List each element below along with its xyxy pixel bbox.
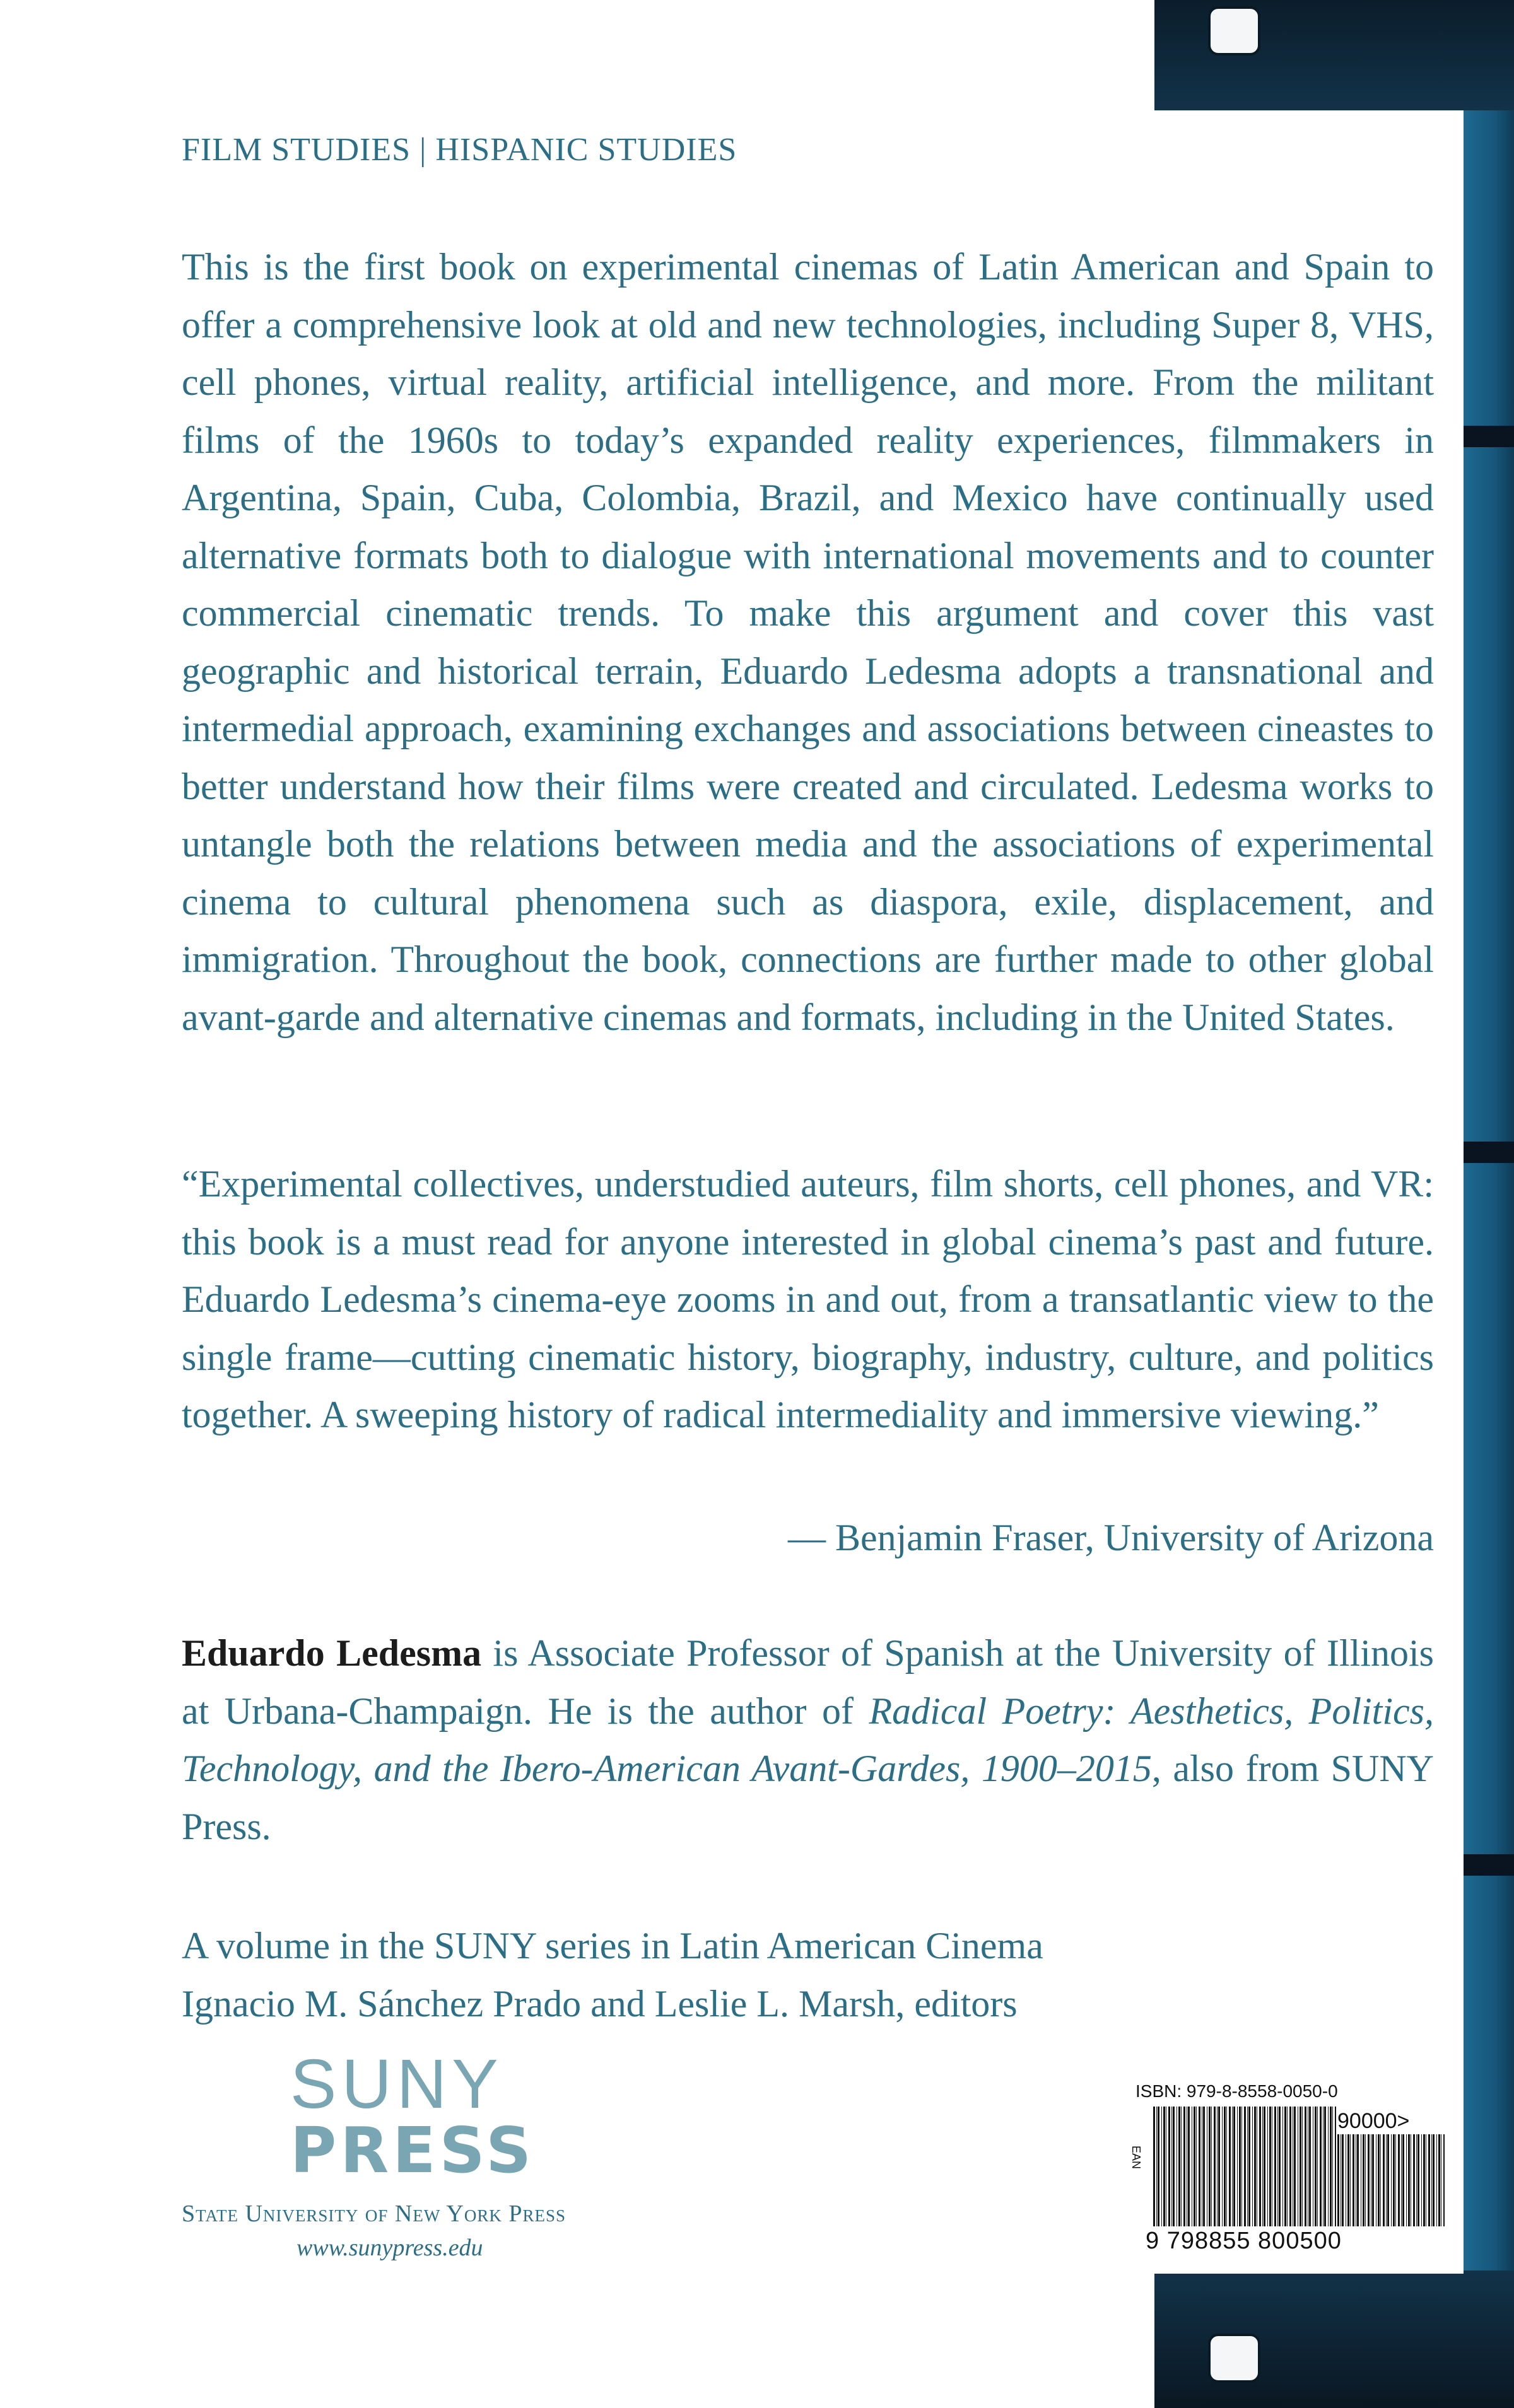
barcode-bar	[1342, 2134, 1344, 2226]
barcode-bar	[1363, 2134, 1364, 2226]
barcode-bar	[1398, 2134, 1400, 2226]
barcode-bar	[1269, 2107, 1271, 2226]
barcode-bar	[1386, 2134, 1387, 2226]
author-previous-book-title: Radical Poetry: Aesthetics, Politics, Technology, and the Ibero-American Avant-Gardes, 1900–2015	[182, 1690, 1434, 1789]
barcode-bar	[1199, 2107, 1200, 2226]
barcode-bar	[1247, 2107, 1248, 2226]
barcode-bar	[1438, 2134, 1440, 2226]
barcode-bar	[1171, 2107, 1172, 2226]
barcode-bar	[1178, 2107, 1180, 2226]
barcode-bar	[1262, 2107, 1263, 2226]
barcode-bar	[1413, 2134, 1415, 2226]
barcode-bar	[1357, 2134, 1359, 2226]
barcode-bar	[1163, 2107, 1165, 2226]
barcode-bar	[1402, 2134, 1404, 2226]
barcode-bar	[1194, 2107, 1195, 2226]
barcode-bar	[1196, 2107, 1197, 2226]
barcode-bar	[1353, 2134, 1354, 2226]
barcode-bar	[1244, 2107, 1246, 2226]
barcode-bar	[1330, 2107, 1332, 2226]
series-info	[182, 1917, 1043, 2033]
barcode-bar	[1203, 2107, 1205, 2226]
suny-press-logo-press: PRESS	[290, 2113, 536, 2187]
film-perforation	[1208, 6, 1260, 56]
endorsement-quote: “Experimental collectives, understudied auteurs, film shorts, cell phones, and VR: this book is a must read for anyone interested in global cinema’s past and future. Eduardo Ledesma’s cinema-eye zooms in and out, from a transatlantic view to the single frame—cutting cinematic history, biography, industry, culture, and politics together. A sweeping history of radical intermediality and immersive viewing.”	[182, 1163, 1434, 1435]
author-name: Eduardo Ledesma	[182, 1632, 482, 1674]
author-bio	[182, 1625, 1434, 1856]
barcode-bar	[1153, 2107, 1155, 2226]
barcode-bar	[1401, 2134, 1402, 2226]
barcode-bar	[1181, 2107, 1182, 2226]
barcode-bar	[1226, 2107, 1227, 2226]
barcode-bar	[1431, 2134, 1432, 2226]
barcode-bar	[1284, 2107, 1286, 2226]
barcode-bar	[1294, 2107, 1296, 2226]
barcode-bar	[1337, 2134, 1339, 2226]
suny-press-logo-suny: SUNY	[290, 2045, 503, 2123]
barcode-bar	[1372, 2134, 1374, 2226]
barcode-bar	[1309, 2107, 1311, 2226]
barcode-bar	[1380, 2134, 1381, 2226]
barcode-bar	[1274, 2107, 1276, 2226]
barcode-bar	[1423, 2134, 1425, 2226]
series-line: A volume in the SUNY series in Latin American Cinema	[182, 1925, 1043, 1967]
series-editors: Ignacio M. Sánchez Prado and Leslie L. Marsh, editors	[182, 1982, 1018, 2025]
barcode-bar	[1267, 2107, 1268, 2226]
barcode-bar	[1428, 2134, 1430, 2226]
barcode-bars	[1153, 2107, 1336, 2226]
barcode-bar	[1317, 2107, 1318, 2226]
barcode-bar	[1217, 2107, 1218, 2226]
ean-label: EAN	[1130, 2145, 1143, 2170]
barcode-bar	[1211, 2107, 1212, 2226]
barcode-bar	[1218, 2107, 1220, 2226]
author-bio-text-end: , also from SUNY Press.	[182, 1748, 1434, 1847]
barcode-bar	[1161, 2107, 1162, 2226]
isbn-barcode	[1128, 2081, 1456, 2271]
category-line: FILM STUDIES | HISPANIC STUDIES	[182, 132, 737, 168]
barcode-bar	[1365, 2134, 1366, 2226]
barcode-bar	[1156, 2107, 1157, 2226]
isbn-number: ISBN: 979-8-8558-0050-0	[1136, 2081, 1338, 2101]
barcode-bar	[1229, 2107, 1231, 2226]
barcode-digits: 9 798855 800500	[1146, 2228, 1342, 2254]
barcode-bar	[1332, 2107, 1333, 2226]
barcode-bar	[1391, 2134, 1392, 2226]
barcode-bar	[1387, 2134, 1389, 2226]
barcode-bar	[1173, 2107, 1175, 2226]
barcode-bar	[1214, 2107, 1216, 2226]
barcode-bar	[1254, 2107, 1256, 2226]
barcode-bar	[1324, 2107, 1326, 2226]
barcode-bar	[1248, 2107, 1250, 2226]
barcode-bar	[1222, 2107, 1223, 2226]
barcode-bar	[1264, 2107, 1265, 2226]
barcode-bar	[1443, 2134, 1445, 2226]
barcode-bar	[1168, 2107, 1170, 2226]
barcode-bar	[1232, 2107, 1233, 2226]
barcode-bar	[1436, 2134, 1437, 2226]
barcode-bar	[1259, 2107, 1261, 2226]
barcode-bar	[1347, 2134, 1349, 2226]
barcode-bar	[1237, 2107, 1238, 2226]
barcode-bar	[1252, 2107, 1253, 2226]
endorsement-attribution: — Benjamin Fraser, University of Arizona	[787, 1517, 1434, 1558]
barcode-bar	[1335, 2107, 1336, 2226]
barcode-bar	[1302, 2107, 1303, 2226]
film-perforation	[1208, 2334, 1260, 2383]
barcode-bar	[1277, 2107, 1278, 2226]
barcode-bar	[1158, 2107, 1159, 2226]
barcode-bar	[1282, 2107, 1283, 2226]
barcode-price-code: 90000>	[1337, 2109, 1410, 2133]
barcode-bar	[1289, 2107, 1291, 2226]
barcode-bar	[1279, 2107, 1281, 2226]
barcode-bar	[1188, 2107, 1190, 2226]
barcode-bar	[1239, 2107, 1241, 2226]
barcode-bar	[1320, 2107, 1322, 2226]
barcode-bar	[1368, 2134, 1370, 2226]
barcode-bar	[1300, 2107, 1301, 2226]
barcode-bar	[1328, 2107, 1329, 2226]
barcode-bar	[1241, 2107, 1242, 2226]
barcode-bar	[1416, 2134, 1417, 2226]
barcode-bar	[1393, 2134, 1395, 2226]
barcode-bar	[1433, 2134, 1435, 2226]
publisher-url: www.sunypress.edu	[296, 2235, 483, 2261]
publisher-name: State University of New York Press	[182, 2201, 566, 2227]
barcode-bar	[1395, 2134, 1396, 2226]
barcode-bar	[1315, 2107, 1317, 2226]
barcode-bar	[1383, 2134, 1385, 2226]
barcode-addon-bars	[1337, 2134, 1445, 2226]
barcode-bar	[1406, 2134, 1407, 2226]
barcode-bar	[1417, 2134, 1419, 2226]
barcode-bar	[1233, 2107, 1235, 2226]
book-description: This is the first book on experimental cinemas of Latin American and Spain to offer a comprehensive look at old and new technologies, including Super 8, VHS, cell phones, virtual reality, artificial intelligence, and more. From the militant films of the 1960s to today’s expanded reality experiences, filmmakers in Argentina, Spain, Cuba, Colombia, Brazil, and Mexico have continually used alternative formats both to dialogue with international movements and to counter commercial cinematic trends. To make this argument and cover this vast geographic and historical terrain, Eduardo Ledesma adopts a transnational and intermedial approach, examining exchanges and associations between cineastes to better understand how their films were created and circulated. Ledesma works to untangle both the relations between media and the associations of experimental cinema to cultural phenomena such as diaspora, exile, displacement, and immigration. Throughout the book, connections are further made to other global avant-garde and alternative cinemas and formats, including in the United States.	[182, 246, 1434, 1038]
author-bio-text: is Associate Professor of Spanish at the University of Illinois at Urbana-Champaign. He is the author of	[182, 1632, 1434, 1732]
barcode-bar	[1287, 2107, 1288, 2226]
barcode-bar	[1408, 2134, 1410, 2226]
barcode-bar	[1209, 2107, 1211, 2226]
barcode-bar	[1224, 2107, 1226, 2226]
barcode-bar	[1183, 2107, 1185, 2226]
barcode-bar	[1305, 2107, 1306, 2226]
barcode-bar	[1421, 2134, 1422, 2226]
barcode-bar	[1378, 2134, 1380, 2226]
barcode-bar	[1350, 2134, 1351, 2226]
